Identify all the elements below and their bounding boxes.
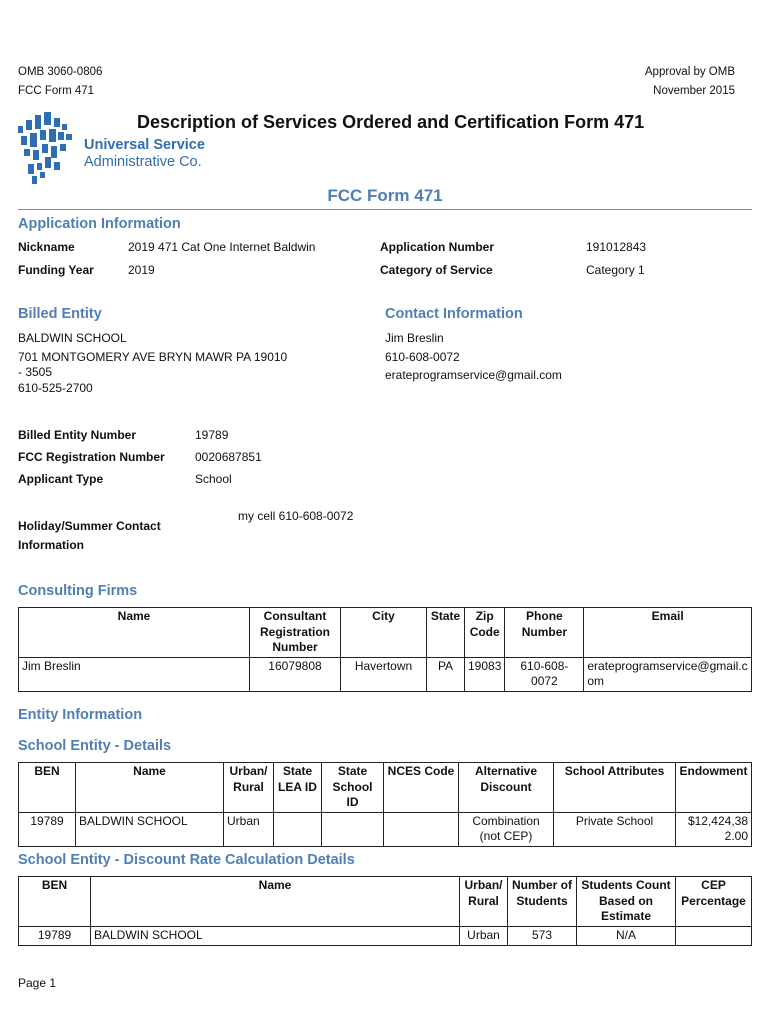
column-header: BEN	[19, 763, 76, 813]
page-title: Description of Services Ordered and Certification Form 471	[137, 112, 645, 132]
column-header: NCES Code	[384, 763, 459, 813]
discount-details-table	[18, 876, 752, 946]
consultant-city: Havertown	[341, 657, 427, 691]
column-header: Zip Code	[465, 608, 505, 658]
column-header: Name	[19, 608, 250, 658]
school-endowment: $12,424,382.00	[676, 812, 752, 846]
consulting-firms-table	[18, 607, 752, 692]
discount-ben: 19789	[19, 926, 91, 945]
table-row	[19, 657, 752, 691]
table-header-row	[19, 763, 752, 813]
discount-cep	[676, 926, 752, 945]
consultant-reg: 16079808	[250, 657, 341, 691]
table-header-row	[19, 877, 752, 927]
approval-date: November 2015	[653, 85, 735, 97]
table-row	[19, 926, 752, 945]
header-right	[645, 63, 735, 101]
billed-entity-address	[18, 329, 287, 398]
column-header: Name	[91, 877, 460, 927]
page-number: Page 1	[18, 976, 57, 990]
table-row	[19, 812, 752, 846]
billed-entity-number-value: 19789	[195, 428, 229, 442]
approval-label: Approval by OMB	[644, 66, 735, 78]
billed-entity-number-label: Billed Entity Number	[18, 428, 137, 442]
fcc-registration-value: 0020687851	[195, 450, 262, 464]
discount-estimate: N/A	[577, 926, 676, 945]
category-label: Category of Service	[380, 263, 493, 277]
consultant-email: erateprogramservice@gmail.com	[584, 657, 752, 691]
title-divider	[18, 209, 752, 210]
column-header: Email	[584, 608, 752, 658]
school-lea-id	[274, 812, 322, 846]
column-header: Students Count Based on Estimate	[577, 877, 676, 927]
logo-line-1: Universal Service	[84, 137, 205, 153]
category-value: Category 1	[586, 263, 645, 277]
holiday-contact-value: my cell 610-608-0072	[238, 509, 354, 523]
holiday-contact-label	[18, 517, 161, 555]
holiday-contact-label-line2: Information	[18, 538, 84, 552]
discount-students: 573	[508, 926, 577, 945]
column-header: Urban/ Rural	[224, 763, 274, 813]
school-ben: 19789	[19, 812, 76, 846]
usac-logo-text	[84, 137, 205, 171]
school-nces-code	[384, 812, 459, 846]
column-header: Endowment	[676, 763, 752, 813]
column-header: BEN	[19, 877, 91, 927]
column-header: CEP Percentage	[676, 877, 752, 927]
header-left	[18, 63, 102, 101]
billed-entity-name: BALDWIN SCHOOL	[18, 331, 127, 345]
discount-urban-rural: Urban	[460, 926, 508, 945]
column-header: Urban/ Rural	[460, 877, 508, 927]
school-state-id	[322, 812, 384, 846]
consultant-state: PA	[427, 657, 465, 691]
billed-entity-heading: Billed Entity	[18, 306, 102, 322]
billed-entity-phone: 610-525-2700	[18, 381, 93, 395]
contact-name: Jim Breslin	[385, 331, 444, 345]
holiday-contact-label-line1: Holiday/Summer Contact	[18, 519, 161, 533]
column-header: School Attributes	[554, 763, 676, 813]
school-attributes: Private School	[554, 812, 676, 846]
consultant-zip: 19083	[465, 657, 505, 691]
application-info-heading: Application Information	[18, 216, 181, 232]
column-header: Phone Number	[505, 608, 584, 658]
billed-entity-address-line1: 701 MONTGOMERY AVE BRYN MAWR PA 19010	[18, 349, 288, 364]
column-header: Consultant Registration Number	[250, 608, 341, 658]
column-header: State LEA ID	[274, 763, 322, 813]
discount-name: BALDWIN SCHOOL	[91, 926, 460, 945]
column-header: Alternative Discount	[459, 763, 554, 813]
nickname-label: Nickname	[18, 240, 75, 254]
form-subtitle: FCC Form 471	[327, 186, 443, 205]
entity-info-heading: Entity Information	[18, 707, 143, 723]
column-header: Number of Students	[508, 877, 577, 927]
column-header: State School ID	[322, 763, 384, 813]
consultant-name: Jim Breslin	[19, 657, 250, 691]
fcc-registration-label: FCC Registration Number	[18, 450, 165, 464]
consultant-phone: 610-608-0072	[505, 657, 584, 691]
column-header: City	[341, 608, 427, 658]
billed-entity-address-line2: - 3505	[18, 365, 53, 379]
application-number-value: 191012843	[586, 240, 647, 254]
school-details-heading: School Entity - Details	[18, 738, 172, 754]
contact-phone: 610-608-0072	[385, 349, 460, 364]
school-details-table	[18, 762, 752, 847]
school-urban-rural: Urban	[224, 812, 274, 846]
contact-email: erateprogramservice@gmail.com	[385, 368, 562, 382]
discount-details-heading: School Entity - Discount Rate Calculation Details	[18, 852, 355, 868]
form-id: FCC Form 471	[18, 85, 95, 97]
applicant-type-value: School	[195, 472, 232, 486]
school-alt-discount: Combination (not CEP)	[459, 812, 554, 846]
column-header: State	[427, 608, 465, 658]
table-header-row	[19, 608, 752, 658]
funding-year-value: 2019	[128, 263, 155, 277]
omb-number: OMB 3060-0806	[18, 66, 103, 78]
consulting-firms-heading: Consulting Firms	[18, 583, 138, 599]
nickname-value: 2019 471 Cat One Internet Baldwin	[128, 240, 316, 254]
contact-info	[385, 329, 562, 385]
school-name: BALDWIN SCHOOL	[76, 812, 224, 846]
usac-logo-mark-icon	[16, 112, 86, 188]
logo-line-2: Administrative Co.	[84, 154, 202, 170]
applicant-type-label: Applicant Type	[18, 472, 104, 486]
funding-year-label: Funding Year	[18, 263, 94, 277]
column-header: Name	[76, 763, 224, 813]
application-number-label: Application Number	[380, 240, 495, 254]
contact-info-heading: Contact Information	[385, 306, 523, 322]
